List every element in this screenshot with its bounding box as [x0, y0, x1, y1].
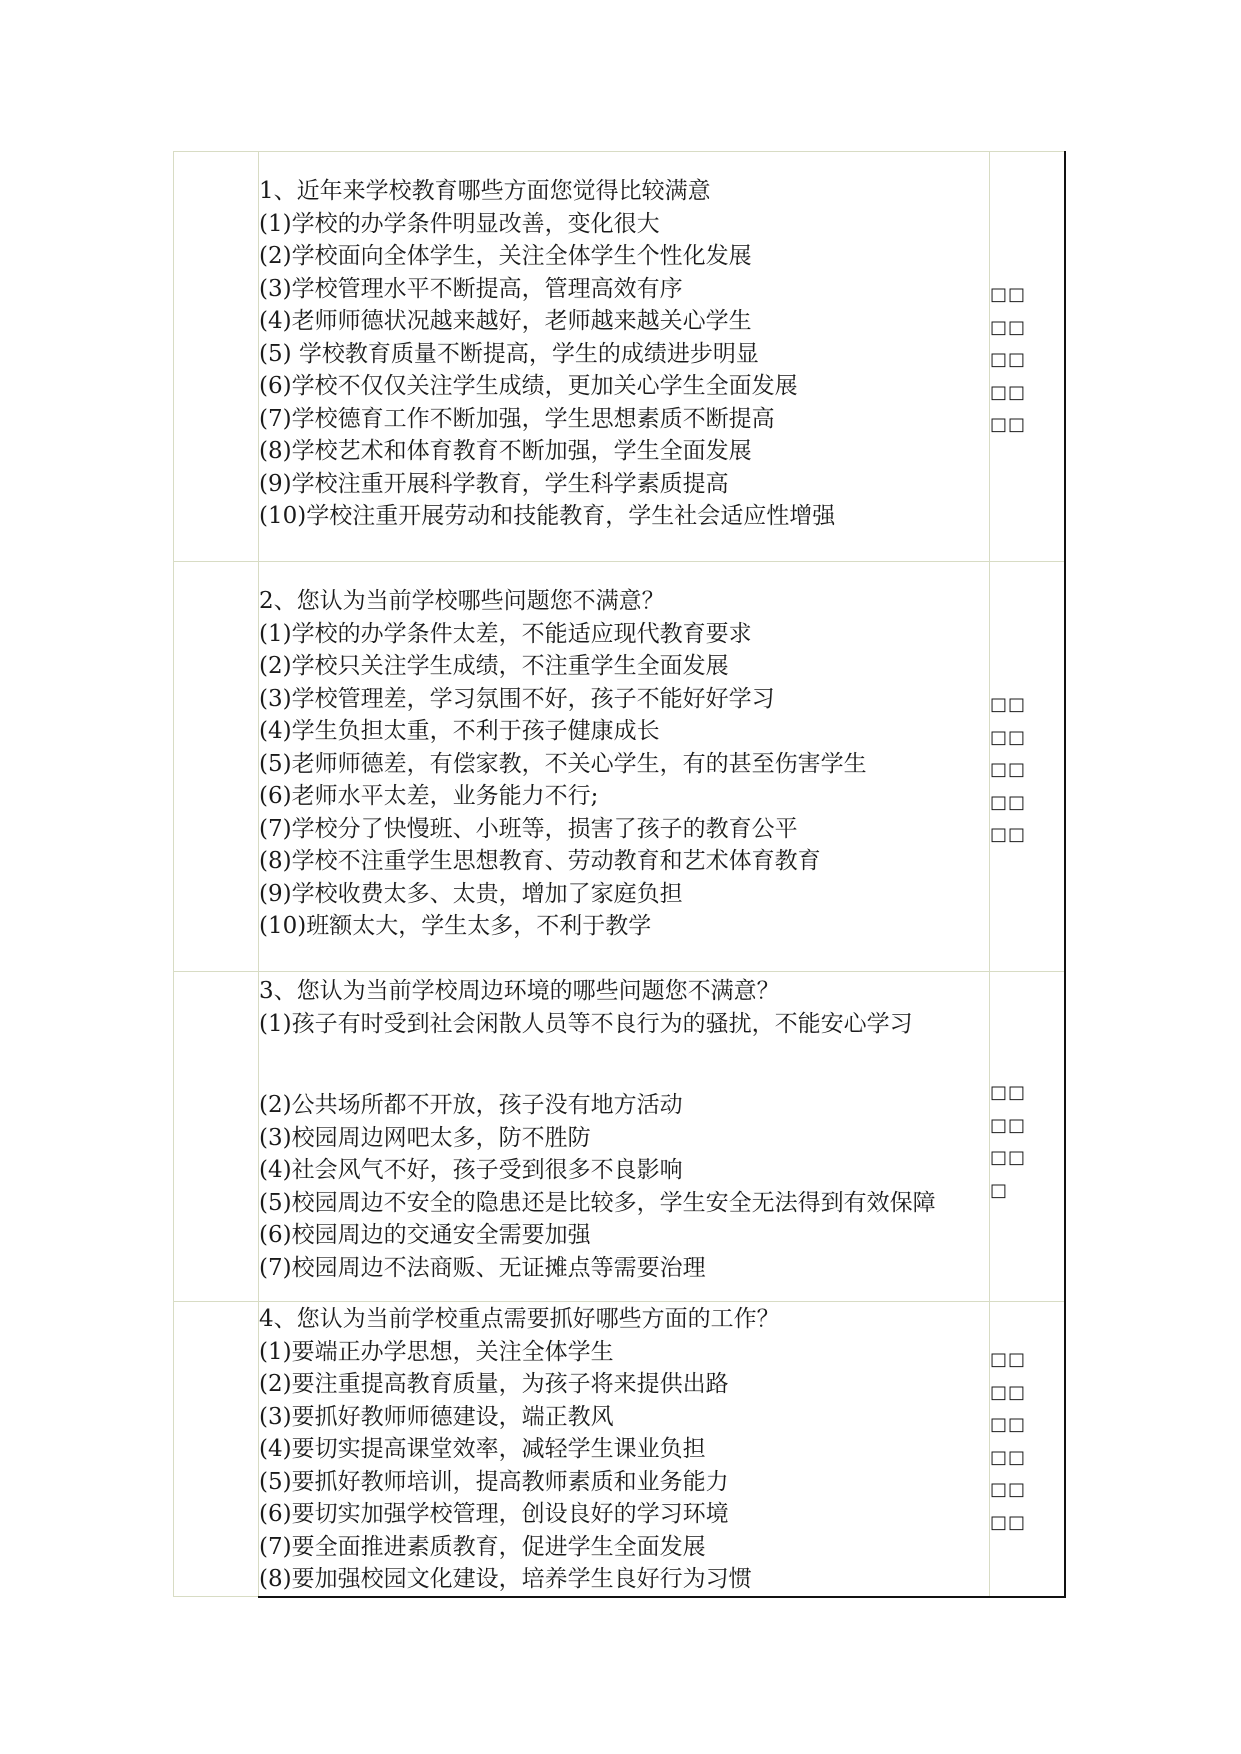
question-cell — [259, 152, 990, 562]
question-option: (8)要加强校园文化建设，培养学生良好行为习惯 — [259, 1566, 752, 1592]
question-row-1 — [174, 152, 1066, 562]
question-option: (3)学校管理差，学习氛围不好，孩子不能好好学习 — [259, 685, 775, 712]
question-option: (7)学校德育工作不断加强，学生思想素质不断提高 — [259, 405, 775, 432]
index-cell — [174, 562, 259, 972]
checkbox-pair[interactable]: □□ — [990, 1381, 1027, 1403]
checkbox-cell — [990, 1302, 1066, 1597]
question-option: (2)学校面向全体学生，关注全体学生个性化发展 — [259, 243, 752, 269]
question-cell — [259, 562, 990, 972]
index-cell — [174, 152, 259, 562]
question-option: (1)学校的办学条件太差，不能适应现代教育要求 — [259, 620, 752, 647]
question-option: (6)老师水平太差，业务能力不行; — [259, 783, 599, 809]
question-option: (2)学校只关注学生成绩，不注重学生全面发展 — [259, 653, 729, 679]
checkbox-pair[interactable]: □□ — [990, 1082, 1027, 1103]
question-option: (5)校园周边不安全的隐患还是比较多，学生安全无法得到有效保障 — [259, 1189, 936, 1216]
question-option: (3)学校管理水平不断提高，管理高效有序 — [259, 275, 683, 302]
index-cell — [174, 972, 259, 1302]
question-option: (6)校园周边的交通安全需要加强 — [259, 1222, 591, 1248]
question-row-2 — [174, 562, 1066, 972]
question-option: (4)学生负担太重，不利于孩子健康成长 — [259, 718, 660, 744]
checkbox-pair[interactable]: □□ — [990, 1511, 1027, 1533]
question-option: (2)公共场所都不开放，孩子没有地方活动 — [259, 1092, 683, 1118]
question-option: (5)老师师德差，有偿家教，不关心学生，有的甚至伤害学生 — [259, 750, 867, 777]
question-option: (3)校园周边网吧太多，防不胜防 — [259, 1124, 591, 1151]
question-option: (1)学校的办学条件明显改善，变化很大 — [259, 210, 660, 237]
checkbox-pair[interactable]: □□ — [990, 1414, 1027, 1435]
question-option: (4)要切实提高课堂效率，减轻学生课业负担 — [259, 1436, 706, 1462]
question-option: (5) 学校教育质量不断提高，学生的成绩进步明显 — [259, 340, 759, 367]
question-option: (2)要注重提高教育质量，为孩子将来提供出路 — [259, 1371, 729, 1397]
question-option: (7)要全面推进素质教育，促进学生全面发展 — [259, 1533, 706, 1560]
question-option: (9)学校收费太多、太贵，增加了家庭负担 — [259, 880, 683, 907]
question-cell — [259, 972, 990, 1302]
question-option: (1)要端正办学思想，关注全体学生 — [259, 1338, 614, 1365]
checkbox-cell — [990, 562, 1066, 972]
checkbox-pair[interactable]: □□ — [990, 414, 1027, 435]
checkbox-pair[interactable]: □□ — [990, 1349, 1027, 1370]
question-option: (8)学校艺术和体育教育不断加强，学生全面发展 — [259, 438, 752, 464]
question-option-blank — [259, 1040, 989, 1089]
index-cell — [174, 1302, 259, 1597]
checkbox-single[interactable]: □ — [990, 1179, 1009, 1201]
checkbox-pair[interactable]: □□ — [990, 1114, 1027, 1136]
checkbox-pair[interactable]: □□ — [990, 1479, 1027, 1500]
checkbox-pair[interactable]: □□ — [990, 1446, 1027, 1468]
question-option: (4)老师师德状况越来越好，老师越来越关心学生 — [259, 308, 752, 334]
question-option: (6)学校不仅仅关注学生成绩，更加关心学生全面发展 — [259, 373, 798, 399]
checkbox-pair[interactable]: □□ — [990, 1147, 1027, 1168]
question-option: (3)要抓好教师师德建设，端正教风 — [259, 1403, 614, 1430]
question-option: (5)要抓好教师培训，提高教师素质和业务能力 — [259, 1468, 729, 1495]
checkbox-pair[interactable]: □□ — [990, 759, 1027, 780]
question-row-4 — [174, 1302, 1066, 1597]
question-option: (7)校园周边不法商贩、无证摊点等需要治理 — [259, 1254, 706, 1281]
question-title: 4、您认为当前学校重点需要抓好哪些方面的工作？ — [259, 1306, 780, 1332]
question-row-3 — [174, 972, 1066, 1302]
question-option: (10)学校注重开展劳动和技能教育，学生社会适应性增强 — [259, 503, 836, 529]
checkbox-pair[interactable]: □□ — [990, 349, 1027, 370]
question-title: 1、近年来学校教育哪些方面您觉得比较满意 — [259, 178, 711, 204]
question-option: (7)学校分了快慢班、小班等，损害了孩子的教育公平 — [259, 815, 798, 842]
question-title: 2、您认为当前学校哪些问题您不满意？ — [259, 588, 665, 614]
checkbox-pair[interactable]: □□ — [990, 381, 1027, 403]
checkbox-pair[interactable]: □□ — [990, 694, 1027, 715]
question-option: (1)孩子有时受到社会闲散人员等不良行为的骚扰，不能安心学习 — [259, 1010, 913, 1037]
checkbox-pair[interactable]: □□ — [990, 284, 1027, 305]
checkbox-cell — [990, 152, 1066, 562]
question-option: (6)要切实加强学校管理，创设良好的学习环境 — [259, 1501, 729, 1527]
question-cell — [259, 1302, 990, 1597]
survey-table — [173, 151, 1066, 1598]
checkbox-pair[interactable]: □□ — [990, 791, 1027, 813]
question-option: (4)社会风气不好，孩子受到很多不良影响 — [259, 1157, 683, 1183]
question-option: (8)学校不注重学生思想教育、劳动教育和艺术体育教育 — [259, 848, 821, 874]
checkbox-pair[interactable]: □□ — [990, 726, 1027, 748]
question-option: (9)学校注重开展科学教育，学生科学素质提高 — [259, 470, 729, 497]
checkbox-cell — [990, 972, 1066, 1302]
question-title: 3、您认为当前学校周边环境的哪些问题您不满意？ — [259, 978, 780, 1004]
question-option: (10)班额太大，学生太多，不利于教学 — [259, 913, 652, 939]
checkbox-pair[interactable]: □□ — [990, 316, 1027, 338]
checkbox-pair[interactable]: □□ — [990, 824, 1027, 845]
